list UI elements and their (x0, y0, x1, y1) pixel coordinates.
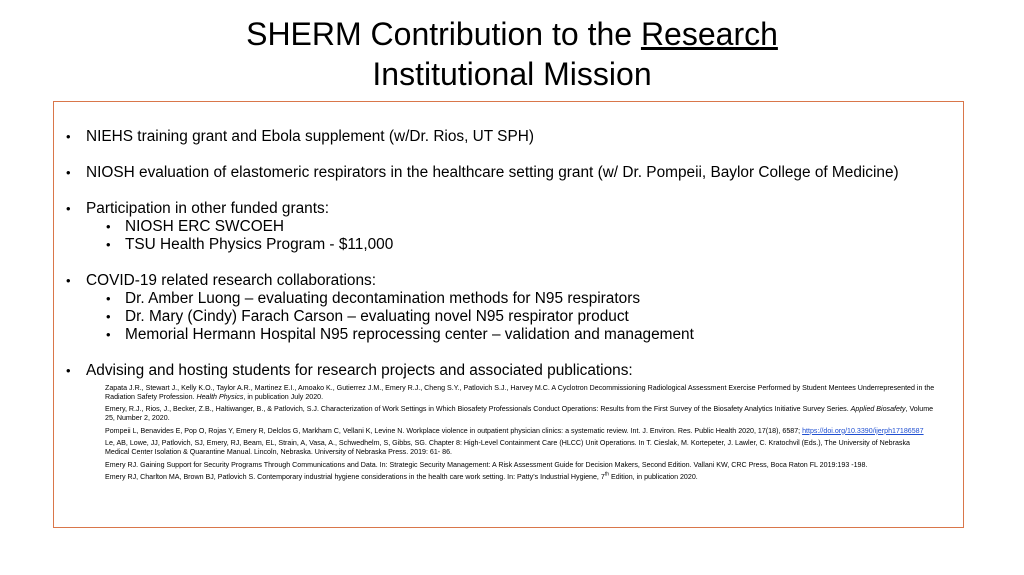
sub-bullet-tsu (64, 236, 944, 254)
sub-bullet-carson (64, 308, 944, 326)
sub-bullet-dot: • (106, 291, 111, 306)
sub-bullet-dot: • (106, 219, 111, 234)
reference-item: Pompeii L, Benavides E, Pop O, Rojas Y, Emery R, Delclos G, Markham C, Vellani K, Levine N. Workplace violence in outpatient physician clinics: a systematic review. Int. J. Environ. Res. Public Health 2020, 17(18), 6587; https://doi.org/10.3390/ijerph17186587 (105, 426, 924, 435)
sub-bullet-dot: • (106, 327, 111, 342)
bullet-dot: • (66, 165, 71, 180)
sub-bullet-text: Dr. Amber Luong – evaluating decontamination methods for N95 respirators (125, 290, 641, 307)
slide-title (0, 14, 1024, 94)
bullet-text: COVID-19 related research collaborations: (86, 272, 376, 289)
bullet-text: NIOSH evaluation of elastomeric respirators in the healthcare setting grant (w/ Dr. Pompeii, Baylor College of Medicine) (86, 164, 899, 181)
content-box (53, 101, 964, 528)
sub-bullet-niosh-erc (64, 218, 944, 236)
bullet-text: NIEHS training grant and Ebola supplement (w/Dr. Rios, UT SPH) (86, 128, 534, 145)
reference-item: Emery RJ. Gaining Support for Security Programs Through Communications and Data. In: Strategic Security Management: A Risk Assessment Guide for Decision Makers, Second Edition. Vallani KW, CRC Press, Boca Raton FL 2019:193 -198. (105, 460, 868, 469)
bullet-advising (64, 362, 944, 380)
reference-item: Le, AB, Lowe, JJ, Patlovich, SJ, Emery, RJ, Beam, EL, Strain, A, Vasa, A., Schwedhelm, S, Gibbs, SG. Chapter 8: High-Level Containment Care (HLCC) Unit Operations. In T. Cieslak, M. Kortepeter, J. Lawler, C. Kratochvil (Eds.), The University of Nebraska Medical Center Isolation & Quarantine Manual. Lincoln, Nebraska. University of Nebraska Press. 2019: 61- 86. (105, 439, 910, 457)
sub-bullet-dot: • (106, 309, 111, 324)
title-line-1 (0, 14, 1024, 54)
title-underlined-word: Research (640, 16, 778, 52)
reference-item: Zapata J.R., Stewart J., Kelly K.O., Taylor A.R., Martinez E.I., Amoako K., Gutierrez J.M., Emery R.J., Cheng S.Y., Patlovich S.J., Harvey M.C. A Cyclotron Decommissioning Radiological Assessment Exercise Performed by Student Mentees Underrepresented in the Radiation Safety Profession. Health Physics, in publication July 2020. (105, 384, 935, 401)
bullet-dot: • (66, 201, 71, 216)
reference-item: Emery RJ, Charlton MA, Brown BJ, Patlovich S. Contemporary industrial hygiene considerations in the health care work setting. In: Patty’s Industrial Hygiene, 7th Edition, in publication 2020. (105, 471, 698, 481)
bullet-funded-grants (64, 200, 944, 218)
reference-item: Emery, R.J., Rios, J., Becker, Z.B., Haltiwanger, B., & Patlovich, S.J. Characterization of Work Settings in Which Biosafety Professionals Conduct Operations: Results from the First Survey of the Biosafety Analytics Initiative Survey Series. Applied Biosafety, Volume 25, Number 2, 2020. (105, 405, 934, 423)
sub-bullet-hermann (64, 326, 944, 344)
bullet-dot: • (66, 129, 71, 144)
sub-bullet-luong (64, 290, 944, 308)
title-line-2: Institutional Mission (372, 56, 652, 92)
bullet-list (64, 128, 944, 485)
reference-list (64, 384, 944, 482)
bullet-dot: • (66, 363, 71, 378)
sub-bullet-dot: • (106, 237, 111, 252)
sub-bullet-text: TSU Health Physics Program - $11,000 (125, 236, 394, 253)
bullet-niehs (64, 128, 944, 146)
sub-bullet-text: Memorial Hermann Hospital N95 reprocessing center – validation and management (125, 326, 694, 343)
doi-link[interactable]: https://doi.org/10.3390/ijerph17186587 (802, 426, 924, 435)
sub-bullet-text: NIOSH ERC SWCOEH (125, 218, 285, 235)
bullet-niosh-respirators (64, 164, 944, 182)
bullet-covid (64, 272, 944, 290)
bullet-dot: • (66, 273, 71, 288)
bullet-text: Advising and hosting students for research projects and associated publications: (86, 362, 633, 379)
bullet-text: Participation in other funded grants: (86, 200, 329, 217)
title-prefix: SHERM Contribution to the (246, 16, 641, 52)
sub-bullet-text: Dr. Mary (Cindy) Farach Carson – evaluating novel N95 respirator product (125, 308, 629, 325)
